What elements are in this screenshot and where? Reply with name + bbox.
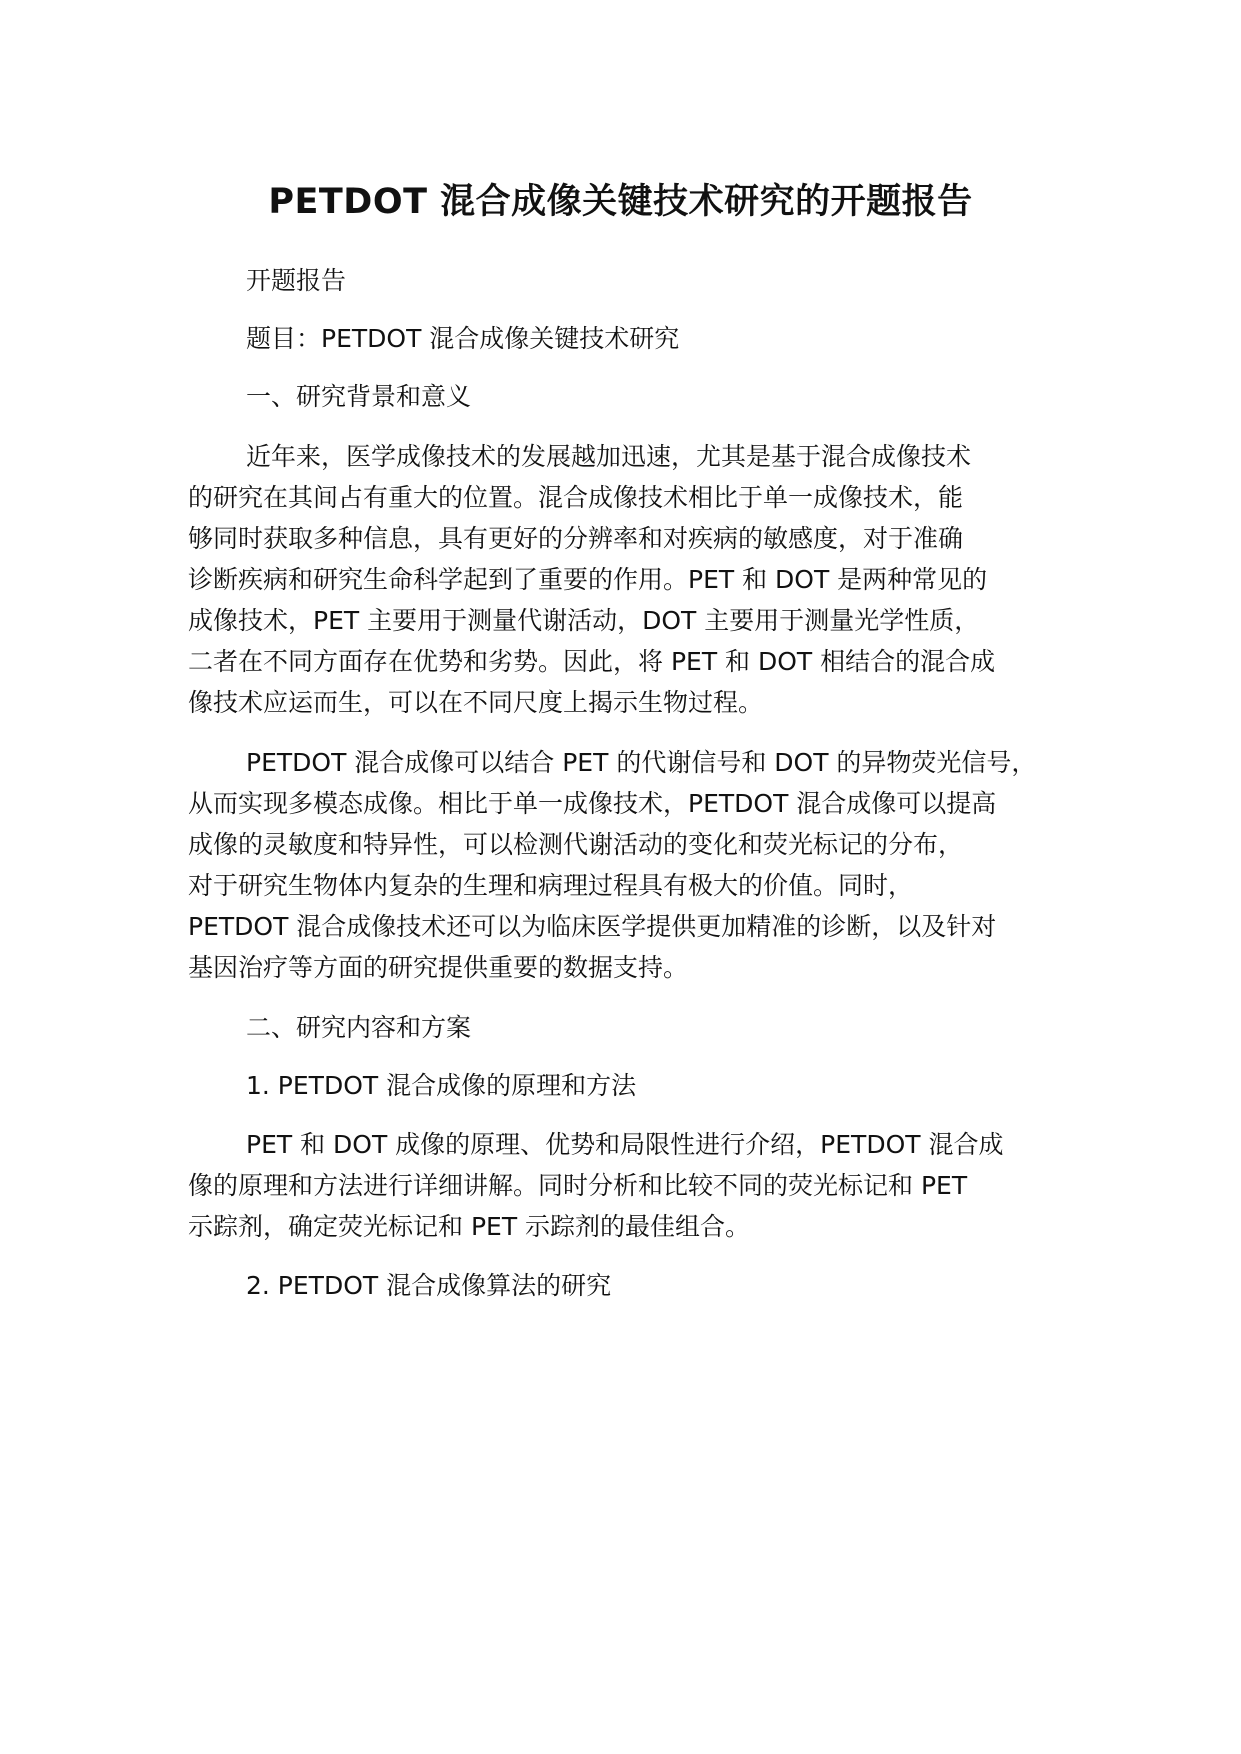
paragraph-line: 够同时获取多种信息，具有更好的分辨率和对疾病的敏感度，对于准确 bbox=[188, 524, 964, 553]
paragraph-line: 示踪剂，确定荧光标记和 PET 示踪剂的最佳组合。 bbox=[188, 1212, 751, 1241]
subject-line: 题目：PETDOT 混合成像关键技术研究 bbox=[246, 324, 680, 353]
paragraph-line: 基因治疗等方面的研究提供重要的数据支持。 bbox=[188, 953, 689, 982]
section-heading-background: 一、研究背景和意义 bbox=[246, 382, 472, 411]
paragraph-line: 诊断疾病和研究生命科学起到了重要的作用。PET 和 DOT 是两种常见的 bbox=[188, 565, 988, 594]
paragraph-line: 的研究在其间占有重大的位置。混合成像技术相比于单一成像技术，能 bbox=[188, 483, 964, 512]
paragraph-line: 对于研究生物体内复杂的生理和病理过程具有极大的价值。同时， bbox=[188, 871, 914, 900]
paragraph-line: 从而实现多模态成像。相比于单一成像技术，PETDOT 混合成像可以提高 bbox=[188, 789, 997, 818]
document-title: PETDOT 混合成像关键技术研究的开题报告 bbox=[268, 182, 973, 222]
paragraph-line: 像的原理和方法进行详细讲解。同时分析和比较不同的荧光标记和 PET bbox=[188, 1171, 968, 1200]
paragraph-line: 二者在不同方面存在优势和劣势。因此，将 PET 和 DOT 相结合的混合成 bbox=[188, 647, 996, 676]
paragraph-line: 像技术应运而生，可以在不同尺度上揭示生物过程。 bbox=[188, 688, 764, 717]
paragraph-line: 近年来，医学成像技术的发展越加迅速，尤其是基于混合成像技术 bbox=[246, 442, 972, 471]
paragraph-line: PET 和 DOT 成像的原理、优势和局限性进行介绍，PETDOT 混合成 bbox=[246, 1130, 1004, 1159]
paragraph-line: 成像的灵敏度和特异性，可以检测代谢活动的变化和荧光标记的分布， bbox=[188, 830, 964, 859]
section-heading-content: 二、研究内容和方案 bbox=[246, 1013, 472, 1042]
item-heading: 1. PETDOT 混合成像的原理和方法 bbox=[246, 1071, 637, 1100]
paragraph-line: 成像技术，PET 主要用于测量代谢活动，DOT 主要用于测量光学性质， bbox=[188, 606, 980, 635]
report-heading: 开题报告 bbox=[246, 266, 347, 295]
paragraph-line: PETDOT 混合成像可以结合 PET 的代谢信号和 DOT 的异物荧光信号， bbox=[246, 748, 1037, 777]
paragraph-line: PETDOT 混合成像技术还可以为临床医学提供更加精准的诊断，以及针对 bbox=[188, 912, 997, 941]
item-heading: 2. PETDOT 混合成像算法的研究 bbox=[246, 1271, 612, 1300]
